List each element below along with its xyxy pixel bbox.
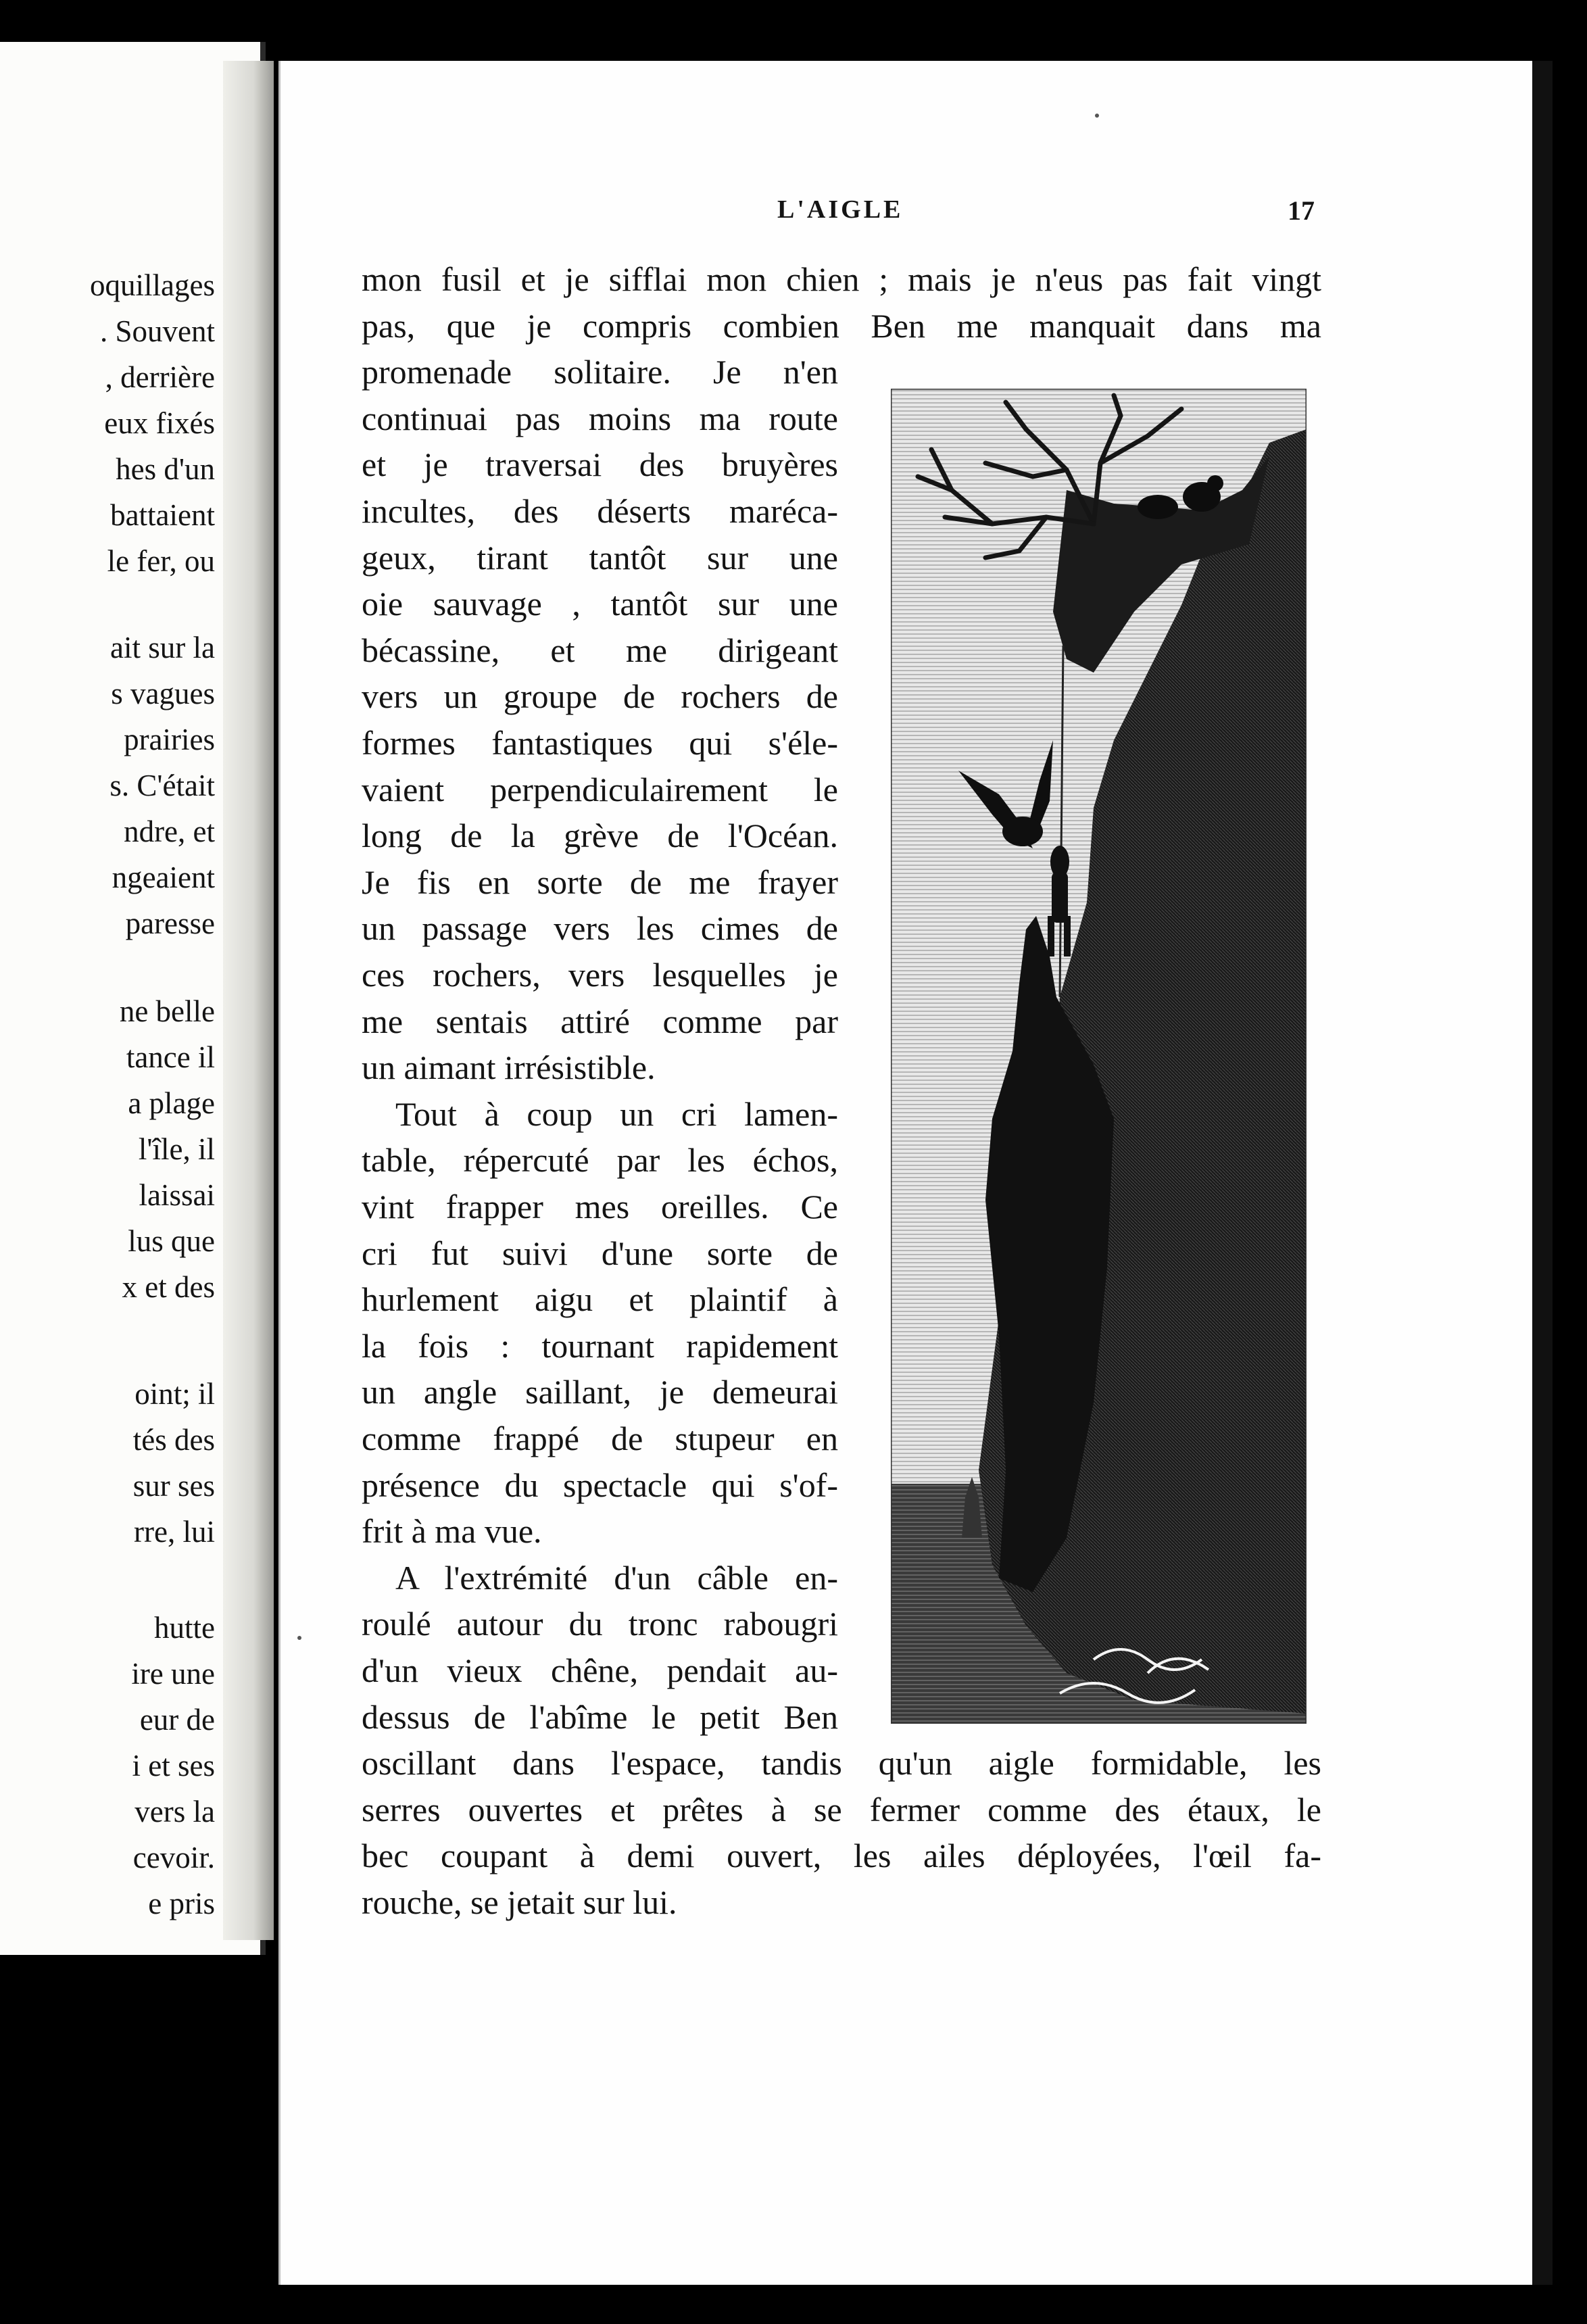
body-line: formes fantastiques qui s'éle-	[362, 724, 838, 762]
body-line: Tout à coup un cri lamen-	[395, 1094, 838, 1133]
left-page-line: ngeaient	[112, 861, 215, 894]
left-page-gutter	[223, 61, 274, 1940]
body-line: cri fut suivi d'une sorte de	[362, 1234, 838, 1272]
body-line: pas, que je compris combien Ben me manquait dans ma	[362, 306, 1321, 345]
left-page-line: oint; il	[135, 1377, 215, 1411]
body-line: présence du spectacle qui s'of-	[362, 1466, 838, 1504]
left-page-line: sur ses	[132, 1469, 215, 1503]
left-page-line: s vagues	[111, 677, 215, 710]
body-line: me sentais attiré comme par	[362, 1002, 838, 1040]
body-line: mon fusil et je sifflai mon chien ; mais je n'eus pas fait vingt	[362, 260, 1321, 298]
body-line: A l'extrémité d'un câble en-	[395, 1558, 838, 1597]
body-line: bécassine, et me dirigeant	[362, 631, 838, 669]
left-page-line: ndre, et	[124, 815, 215, 848]
left-page-line: hes d'un	[116, 452, 215, 486]
body-line: oscillant dans l'espace, tandis qu'un aigle formidable, les	[362, 1744, 1321, 1783]
body-line: long de la grève de l'Océan.	[362, 817, 838, 855]
body-line: roulé autour du tronc rabougri	[362, 1605, 838, 1643]
left-page-line: rre, lui	[134, 1515, 215, 1549]
left-page-line: ne belle	[119, 994, 215, 1028]
body-line: d'un vieux chêne, pendait au-	[362, 1651, 838, 1689]
left-page-line: eur de	[139, 1703, 215, 1737]
body-line: oie sauvage , tantôt sur une	[362, 585, 838, 623]
left-page-line: vers la	[135, 1795, 215, 1829]
left-page-line: cevoir.	[132, 1841, 215, 1874]
speck	[297, 1636, 301, 1640]
left-page-line: x et des	[122, 1270, 215, 1304]
left-page-line: laissai	[139, 1178, 215, 1212]
body-line: ces rochers, vers lesquelles je	[362, 956, 838, 994]
speck	[1095, 114, 1099, 118]
left-page-line: oquillages	[90, 268, 215, 302]
body-line: un passage vers les cimes de	[362, 909, 838, 948]
page-edge-shadow	[1532, 61, 1553, 2285]
body-line: vers un groupe de rochers de	[362, 677, 838, 716]
left-page-line: hutte	[154, 1611, 215, 1645]
left-page-line: eux fixés	[104, 406, 215, 440]
body-line: rouche, se jetait sur lui.	[362, 1883, 677, 1921]
left-page-line: , derrière	[105, 360, 215, 394]
left-page-line: tés des	[132, 1423, 215, 1457]
left-page-line: l'île, il	[138, 1132, 215, 1166]
body-line: vint frapper mes oreilles. Ce	[362, 1188, 838, 1226]
running-head: L'AIGLE	[777, 195, 904, 224]
left-page-line: s. C'était	[109, 769, 215, 802]
body-line: continuai pas moins ma route	[362, 399, 838, 437]
body-line: frit à ma vue.	[362, 1512, 542, 1551]
body-line: dessus de l'abîme le petit Ben	[362, 1697, 838, 1736]
body-line: un angle saillant, je demeurai	[362, 1373, 838, 1411]
left-page-line: e pris	[148, 1887, 215, 1920]
left-page-line: lus que	[128, 1224, 215, 1258]
engraving-illustration	[891, 389, 1307, 1724]
body-line: et je traversai des bruyères	[362, 445, 838, 484]
left-page-line: le fer, ou	[107, 544, 215, 578]
body-line: vaient perpendiculairement le	[362, 770, 838, 808]
body-line: promenade solitaire. Je n'en	[362, 353, 838, 391]
left-page-line: . Souvent	[99, 314, 215, 348]
left-page-line: a plage	[128, 1086, 215, 1120]
body-line: serres ouvertes et prêtes à se fermer comme des étaux, le	[362, 1790, 1321, 1829]
left-page-line: battaient	[110, 498, 215, 532]
body-line: comme frappé de stupeur en	[362, 1420, 838, 1457]
body-line: bec coupant à demi ouvert, les ailes déployées, l'œil fa-	[362, 1837, 1321, 1875]
page-number: 17	[1288, 195, 1315, 226]
body-line: hurlement aigu et plaintif à	[362, 1280, 838, 1319]
left-page-line: paresse	[125, 906, 215, 940]
left-page-line: tance il	[126, 1040, 215, 1074]
left-page-line: prairies	[124, 723, 215, 756]
body-line: Je fis en sorte de me frayer	[362, 863, 838, 901]
body-line: incultes, des déserts maréca-	[362, 492, 838, 530]
left-page-line: ire une	[131, 1657, 215, 1691]
body-line: la fois : tournant rapidement	[362, 1326, 838, 1365]
body-line: table, répercuté par les échos,	[362, 1141, 838, 1180]
body-line: un aimant irrésistible.	[362, 1048, 656, 1087]
left-page-line: ait sur la	[110, 631, 215, 664]
body-line: geux, tirant tantôt sur une	[362, 538, 838, 577]
left-page-line: i et ses	[132, 1749, 215, 1783]
